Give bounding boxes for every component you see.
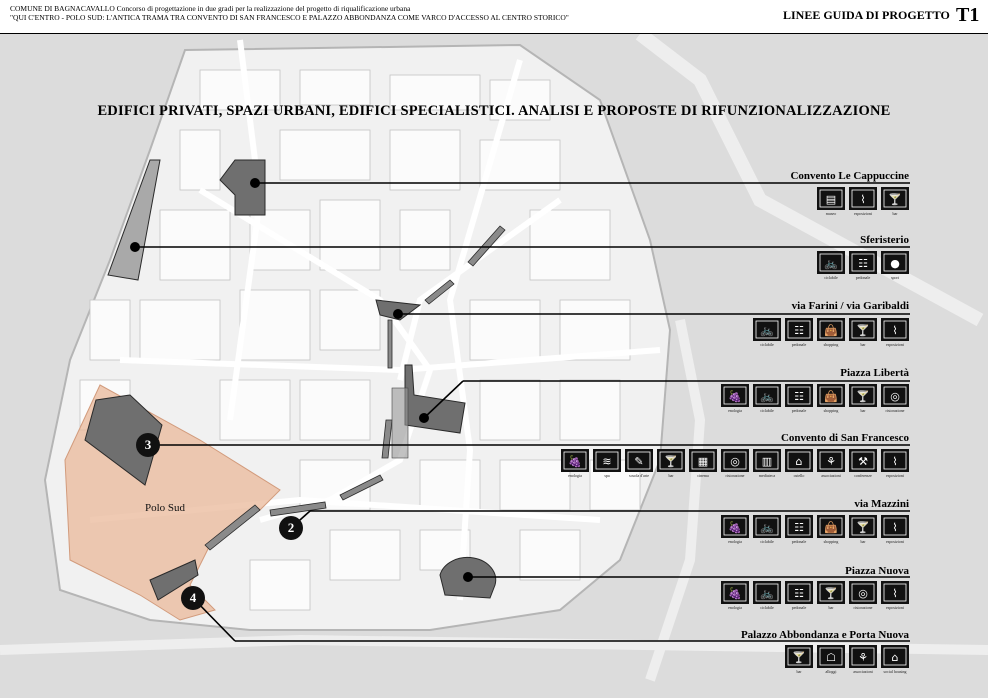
enologia-function [721,384,749,416]
svg-text:≋: ≋ [602,455,612,468]
icon-label: esposizioni [886,342,904,347]
svg-text:◎: ◎ [890,390,900,403]
associazioni-function [849,645,877,677]
svg-text:🚲: 🚲 [760,521,774,534]
svg-text:☷: ☷ [794,521,804,534]
icon-label: bar [828,605,834,610]
sheet-code: T1 [956,4,980,26]
ciclabile-function [753,515,781,547]
ciclabile-icon [817,251,845,274]
enologia-function [721,515,749,547]
ciclabile-function [753,384,781,416]
svg-text:☷: ☷ [794,324,804,337]
svg-text:🍸: 🍸 [792,651,806,664]
svg-text:🍸: 🍸 [664,455,678,468]
ciclabile-function [817,251,845,283]
bar-icon [849,384,877,407]
enologia-function [561,449,589,481]
icon-label: enologia [568,473,582,478]
svg-text:☷: ☷ [794,390,804,403]
icon-label: pedonale [791,408,807,413]
svg-text:🍸: 🍸 [856,390,870,403]
icon-label: bar [668,473,674,478]
icon-label: pedonale [791,342,807,347]
ristorazione-icon [849,581,877,604]
pedonale-icon [785,515,813,538]
svg-text:🍸: 🍸 [856,324,870,337]
icon-label: ristorazione [885,408,905,413]
esposizioni-icon [881,318,909,341]
pedonale-function [785,384,813,416]
associazioni-icon [849,645,877,668]
function-icons [817,251,909,283]
icon-label: shopping [823,408,839,413]
ciclabile-icon [753,384,781,407]
location-title: Convento Le Cappuccine [790,170,909,182]
ristorazione-function [849,581,877,613]
svg-text:👜: 👜 [824,521,838,534]
icon-label: ostello [793,473,805,478]
icon-label: cinema [697,473,709,478]
bar-function [657,449,685,481]
icon-label: esposizioni [886,473,904,478]
bar-function [849,515,877,547]
sport-function [881,251,909,283]
social-housing-function [881,645,909,677]
polo-sud-label: Polo Sud [145,502,186,514]
function-icons [721,581,909,613]
svg-text:◎: ◎ [730,455,740,468]
bar-icon [657,449,685,472]
function-icons [561,449,909,481]
icon-label: ristorazione [725,473,745,478]
location-title: via Farini / via Garibaldi [791,300,909,312]
enologia-icon [561,449,589,472]
icon-label: esposizioni [854,211,872,216]
icon-label: ciclabile [824,275,838,280]
ciclabile-function [753,581,781,613]
project-title: "QUI C'ENTRO - POLO SUD: L'ANTICA TRAMA TRA CONVENTO DI SAN FRANCESCO E PALAZZO ABBONDANZA COME VARCO D'ACCESSO AL CENTRO STORICO" [10,13,569,22]
ristorazione-icon [721,449,749,472]
svg-text:⚒: ⚒ [858,455,868,468]
icon-label: associazioni [853,669,873,674]
svg-text:⌇: ⌇ [860,193,866,206]
svg-text:⚘: ⚘ [826,455,836,468]
icon-label: bar [860,408,866,413]
shopping-function [817,384,845,416]
icon-label: mediateca [758,473,776,478]
cinema-function [689,449,717,481]
esposizioni-function [881,515,909,547]
icon-label: pedonale [791,539,807,544]
svg-text:🍇: 🍇 [728,587,742,600]
svg-text:👜: 👜 [824,390,838,403]
ristorazione-function [721,449,749,481]
svg-text:⌇: ⌇ [892,455,898,468]
icon-label: pedonale [791,605,807,610]
esposizioni-icon [881,449,909,472]
ciclabile-icon [753,318,781,341]
icon-label: esposizioni [886,539,904,544]
main-title: EDIFICI PRIVATI, SPAZI URBANI, EDIFICI SPECIALISTICI. ANALISI E PROPOSTE DI RIFUNZIONALIZZAZIONE [97,103,891,119]
mediateca-function [753,449,781,481]
esposizioni-function [881,318,909,350]
bar-icon [849,318,877,341]
icon-label: ristorazione [853,605,873,610]
svg-text:🍸: 🍸 [824,587,838,600]
esposizioni-icon [881,515,909,538]
associazioni-function [817,449,845,481]
spa-icon [593,449,621,472]
svg-text:⌇: ⌇ [892,587,898,600]
svg-text:⌇: ⌇ [892,324,898,337]
enologia-icon [721,581,749,604]
ristorazione-function [881,384,909,416]
svg-text:🍇: 🍇 [568,455,582,468]
ciclabile-icon [753,581,781,604]
pedonale-function [785,581,813,613]
function-icons [721,515,909,547]
pedonale-icon [785,384,813,407]
svg-text:🍇: 🍇 [728,521,742,534]
ostello-function [785,449,813,481]
location-title: Palazzo Abbondanza e Porta Nuova [740,629,909,641]
spa-function [593,449,621,481]
piazza-liberta-grid [392,388,408,458]
shopping-icon [817,384,845,407]
svg-text:🚲: 🚲 [760,324,774,337]
icon-label: associazioni [821,473,841,478]
social-housing-icon [881,645,909,668]
svg-text:🍸: 🍸 [856,521,870,534]
icon-label: bar [892,211,898,216]
icon-label: museo [825,211,837,216]
svg-text:🍇: 🍇 [728,390,742,403]
icon-label: social housing [883,669,907,674]
bar-icon [881,187,909,210]
bar-function [881,187,909,219]
alloggi-function [817,645,845,677]
header-bar [0,0,988,34]
bar-icon [849,515,877,538]
svg-text:✎: ✎ [634,455,644,468]
esposizioni-icon [849,187,877,210]
svg-text:🚲: 🚲 [760,390,774,403]
associazioni-icon [817,449,845,472]
icon-label: enologia [728,408,742,413]
shopping-icon [817,318,845,341]
icon-label: bar [860,342,866,347]
esposizioni-icon [881,581,909,604]
museo-icon [817,187,845,210]
bar-icon [817,581,845,604]
svg-text:🍸: 🍸 [888,193,902,206]
badge-4: 4 [181,586,205,610]
pedonale-icon [785,318,813,341]
icon-label: ciclabile [760,539,774,544]
enologia-icon [721,384,749,407]
icon-label: scuola d'arte [629,473,649,478]
location-title: Convento di San Francesco [780,432,909,444]
ciclabile-icon [753,515,781,538]
location-title: Piazza Nuova [845,565,909,577]
esposizioni-function [849,187,877,219]
icon-label: conferenze [854,473,872,478]
svg-text:⌂: ⌂ [795,455,803,468]
icon-label: spa [604,473,610,478]
icon-label: esposizioni [886,605,904,610]
bar-function [849,318,877,350]
mediateca-icon [753,449,781,472]
pedonale-icon [849,251,877,274]
function-icons [753,318,909,350]
location-title: Sferisterio [860,234,909,246]
enologia-function [721,581,749,613]
svg-text:☖: ☖ [826,651,836,664]
svg-text:⌂: ⌂ [891,651,899,664]
shopping-icon [817,515,845,538]
badge-2: 2 [279,516,303,540]
svg-text:☷: ☷ [794,587,804,600]
pedonale-function [785,515,813,547]
pedonale-function [785,318,813,350]
scuola-d-arte-icon [625,449,653,472]
badge-3: 3 [136,433,160,457]
ciclabile-function [753,318,781,350]
conferenze-icon [849,449,877,472]
esposizioni-function [881,581,909,613]
sport-icon [881,251,909,274]
conferenze-function [849,449,877,481]
icon-label: sport [891,275,899,280]
svg-text:👜: 👜 [824,324,838,337]
pedonale-icon [785,581,813,604]
function-icons [721,384,909,416]
museo-function [817,187,845,219]
scuola-d-arte-function [625,449,653,481]
icon-label: alloggi [825,669,837,674]
location-title: Piazza Libertà [840,367,909,379]
function-icons [785,645,909,677]
section-title: LINEE GUIDA DI PROGETTO [783,8,950,22]
icon-label: ciclabile [760,605,774,610]
bar-function [817,581,845,613]
bar-function [849,384,877,416]
esposizioni-function [881,449,909,481]
icon-label: enologia [728,539,742,544]
icon-label: ciclabile [760,342,774,347]
svg-text:⚘: ⚘ [858,651,868,664]
svg-text:●: ● [890,257,900,270]
icon-label: bar [796,669,802,674]
alloggi-icon [817,645,845,668]
shopping-function [817,515,845,547]
competition-title: COMUNE DI BAGNACAVALLO Concorso di progettazione in due gradi per la realizzazione del progetto di riqualificazione urbana [10,4,411,13]
svg-text:☷: ☷ [858,257,868,270]
svg-text:⌇: ⌇ [892,521,898,534]
pedonale-function [849,251,877,283]
svg-text:🚲: 🚲 [760,587,774,600]
cinema-icon [689,449,717,472]
shopping-function [817,318,845,350]
svg-text:▦: ▦ [697,455,709,468]
function-icons [817,187,909,219]
bar-icon [785,645,813,668]
svg-text:▤: ▤ [825,193,837,206]
svg-text:▥: ▥ [761,455,773,468]
enologia-icon [721,515,749,538]
icon-label: pedonale [855,275,871,280]
svg-text:◎: ◎ [858,587,868,600]
icon-label: shopping [823,342,839,347]
svg-text:🚲: 🚲 [824,257,838,270]
location-title: via Mazzini [854,498,909,510]
ristorazione-icon [881,384,909,407]
ostello-icon [785,449,813,472]
icon-label: enologia [728,605,742,610]
icon-label: shopping [823,539,839,544]
icon-label: ciclabile [760,408,774,413]
icon-label: bar [860,539,866,544]
bar-function [785,645,813,677]
